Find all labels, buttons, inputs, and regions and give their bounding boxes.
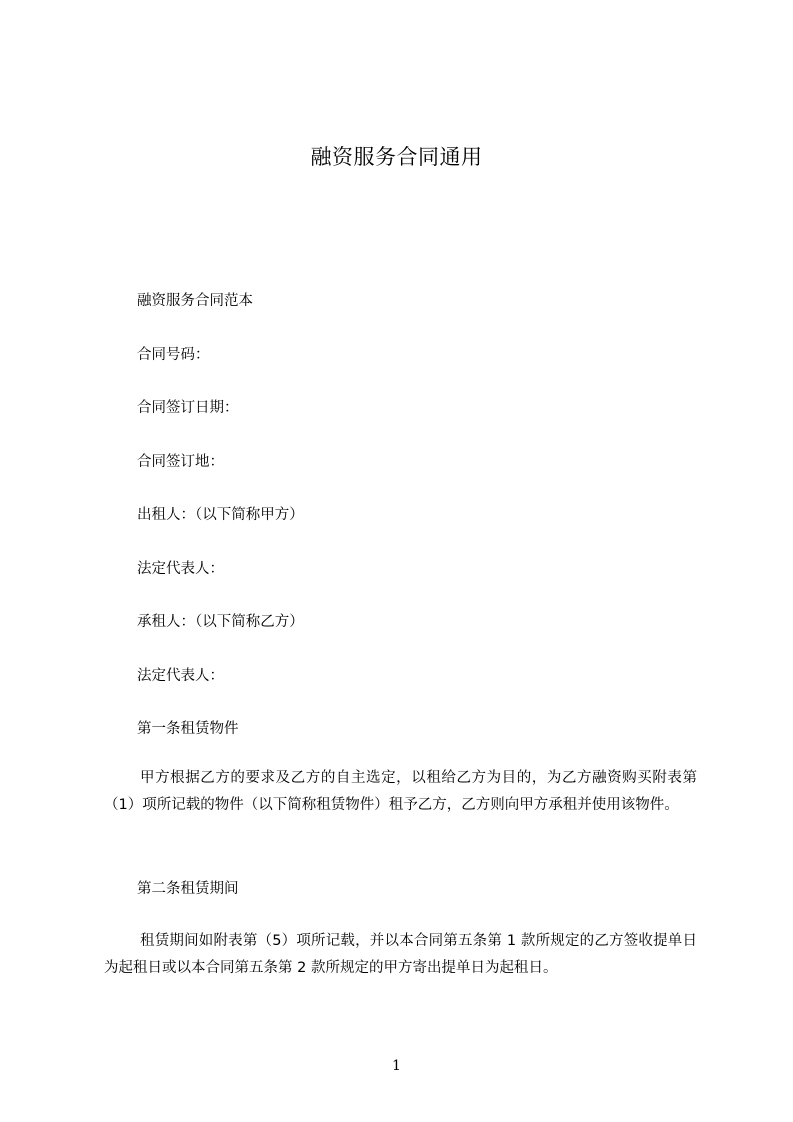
- lessor-field: 出租人：（以下简称甲方）: [137, 507, 304, 523]
- contract-template-label: 融资服务合同范本: [137, 293, 253, 309]
- article-1-heading: 第一条租赁物件: [137, 721, 239, 737]
- article-2-heading: 第二条租赁期间: [137, 881, 239, 897]
- page-number: 1: [392, 1058, 401, 1074]
- lessee-representative-field: 法定代表人：: [137, 668, 224, 684]
- contract-number-field: 合同号码：: [137, 347, 210, 363]
- lessee-field: 承租人：（以下简称乙方）: [137, 614, 304, 630]
- lessor-representative-field: 法定代表人：: [137, 561, 224, 577]
- article-1-paragraph: 甲方根据乙方的要求及乙方的自主选定，以租给乙方为目的，为乙方融资购买附表第（1）项所记载的物件（以下简称租赁物件）租予乙方，乙方则向甲方承租并使用该物件。: [104, 770, 697, 813]
- contract-date-field: 合同签订日期：: [137, 400, 239, 416]
- document-title: 融资服务合同通用: [310, 145, 483, 169]
- article-2-paragraph: 租赁期间如附表第（5）项所记载，并以本合同第五条第 1 款所规定的乙方签收提单日为起租日或以本合同第五条第 2 款所规定的甲方寄出提单日为起租日。: [104, 933, 697, 976]
- contract-place-field: 合同签订地：: [137, 454, 224, 470]
